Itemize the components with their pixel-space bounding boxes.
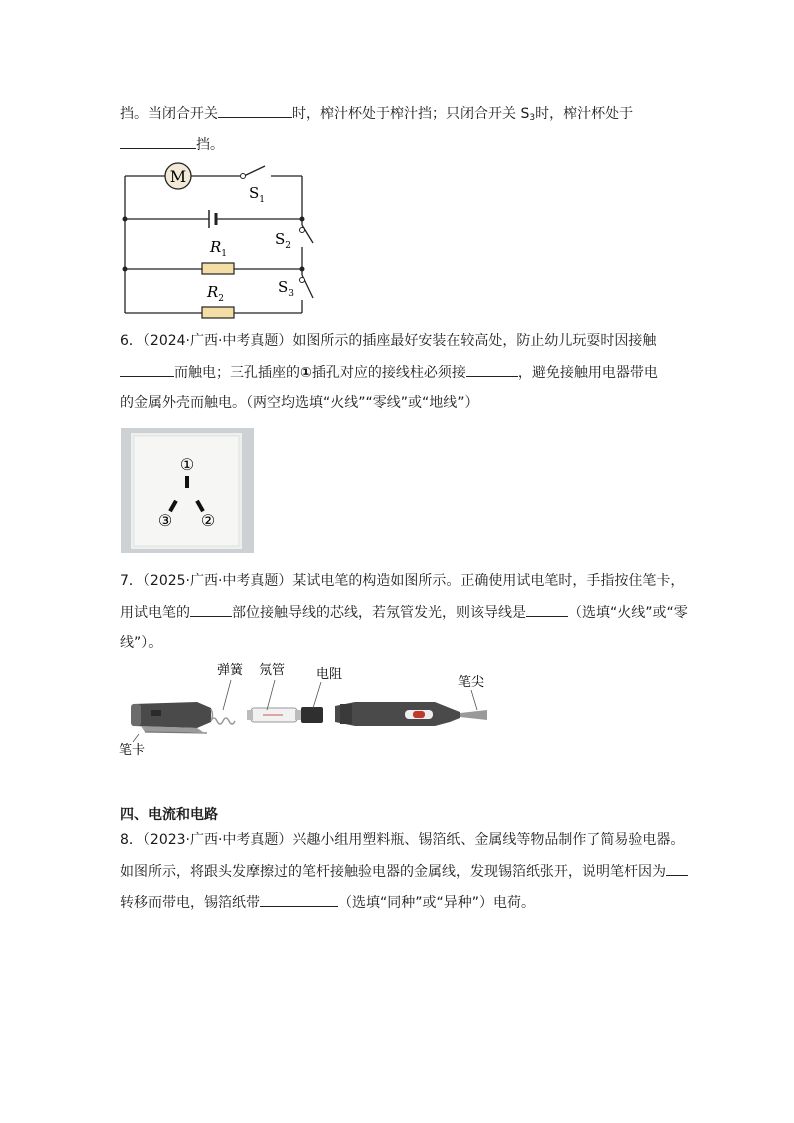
q5-s3-sub: 3 xyxy=(529,113,536,123)
socket-hole-2-label: ② xyxy=(200,511,216,530)
s3-label: S xyxy=(278,278,289,296)
svg-text:S2 xyxy=(275,230,291,251)
q7-blank-1[interactable] xyxy=(190,602,232,617)
label-resistor: 电阻 xyxy=(316,667,343,682)
svg-text:R1 xyxy=(209,238,227,259)
q8-text-c: （选填“同种”或“异种”）电荷。 xyxy=(338,895,536,911)
label-clip: 笔卡 xyxy=(119,743,146,758)
s1-label: S xyxy=(249,184,260,202)
circuit-diagram xyxy=(115,155,315,325)
r1-sub: 1 xyxy=(221,249,228,259)
q7-line2 xyxy=(120,602,688,623)
q6-line3: 的金属外壳而触电。（两空均选填“火线”“零线”或“地线”） xyxy=(120,395,479,411)
q5-blank-2[interactable] xyxy=(120,134,196,149)
socket-hole-1-label: ① xyxy=(179,455,195,474)
q7-text-a: 用试电笔的 xyxy=(120,605,190,621)
q5-text-d: 挡。 xyxy=(196,137,224,153)
s1-contact xyxy=(241,174,246,179)
section-4-title: 四、电流和电路 xyxy=(120,807,218,823)
q8-line3 xyxy=(120,892,535,913)
q5-text-a: 挡。当闭合开关 xyxy=(120,106,218,122)
r2-label: R xyxy=(207,283,219,301)
q5-text-b: 时，榨汁杯处于榨汁挡；只闭合开关 S xyxy=(292,106,530,122)
s2-label: S xyxy=(275,230,286,248)
s3-contact xyxy=(300,278,305,283)
q5-blank-1[interactable] xyxy=(218,103,292,118)
q7-text-c: （选填“火线”或“零 xyxy=(568,605,688,621)
q8-line1: 8．（2023·广西·中考真题）兴趣小组用塑料瓶、锡箔纸、金属线等物品制作了简易验电器。 xyxy=(120,832,685,848)
q8-text-a: 如图所示，将跟头发摩擦过的笔杆接触验电器的金属线，发现锡箔纸张开，说明笔杆因为 xyxy=(120,864,666,880)
q8-blank-1[interactable] xyxy=(666,861,688,876)
q8-blank-2[interactable] xyxy=(260,892,338,907)
s2-contact xyxy=(300,228,305,233)
q6-line2 xyxy=(120,362,658,383)
r2-sub: 2 xyxy=(218,294,225,304)
q7-line3: 线”）。 xyxy=(120,635,163,651)
q6-circled-1: ① xyxy=(300,365,312,381)
q6-blank-1[interactable] xyxy=(120,362,174,377)
q6-line1: 6．（2024·广西·中考真题）如图所示的插座最好安装在较高处，防止幼儿玩耍时因接触 xyxy=(120,333,657,349)
q6-text-a: 而触电；三孔插座的 xyxy=(174,365,300,381)
svg-text:S3 xyxy=(278,278,294,299)
label-tip: 笔尖 xyxy=(458,675,485,690)
q6-text-b: 插孔对应的接线柱必须接 xyxy=(311,365,466,381)
r2-resistor xyxy=(202,307,234,318)
q8-text-b: 转移而带电，锡箔纸带 xyxy=(120,895,260,911)
q7-blank-2[interactable] xyxy=(526,602,568,617)
q5-text-c: 时，榨汁杯处于 xyxy=(535,106,634,122)
socket-hole-3-label: ③ xyxy=(157,511,173,530)
q5-line2 xyxy=(120,134,224,155)
socket-image xyxy=(121,428,254,553)
q6-text-c: ，避免接触用电器带电 xyxy=(517,365,658,381)
q6-blank-2[interactable] xyxy=(466,362,518,377)
r1-label: R xyxy=(210,238,222,256)
svg-text:R2 xyxy=(206,283,224,304)
label-spring: 弹簧 xyxy=(217,663,244,678)
q7-line1: 7．（2025·广西·中考真题）某试电笔的构造如图所示。正确使用试电笔时，手指按住笔卡， xyxy=(120,573,685,589)
s3-sub: 3 xyxy=(288,289,295,299)
s1-sub: 1 xyxy=(259,195,266,205)
label-neon-tube: 氖管 xyxy=(259,663,286,678)
r1-resistor xyxy=(202,263,234,274)
test-pen-diagram xyxy=(115,658,495,763)
motor-label: M xyxy=(169,167,187,186)
q5-line1 xyxy=(120,103,633,128)
q8-line2 xyxy=(120,861,688,882)
q7-text-b: 部位接触导线的芯线，若氖管发光，则该导线是 xyxy=(232,605,526,621)
svg-text:S1 xyxy=(249,184,265,205)
s2-sub: 2 xyxy=(285,241,292,251)
